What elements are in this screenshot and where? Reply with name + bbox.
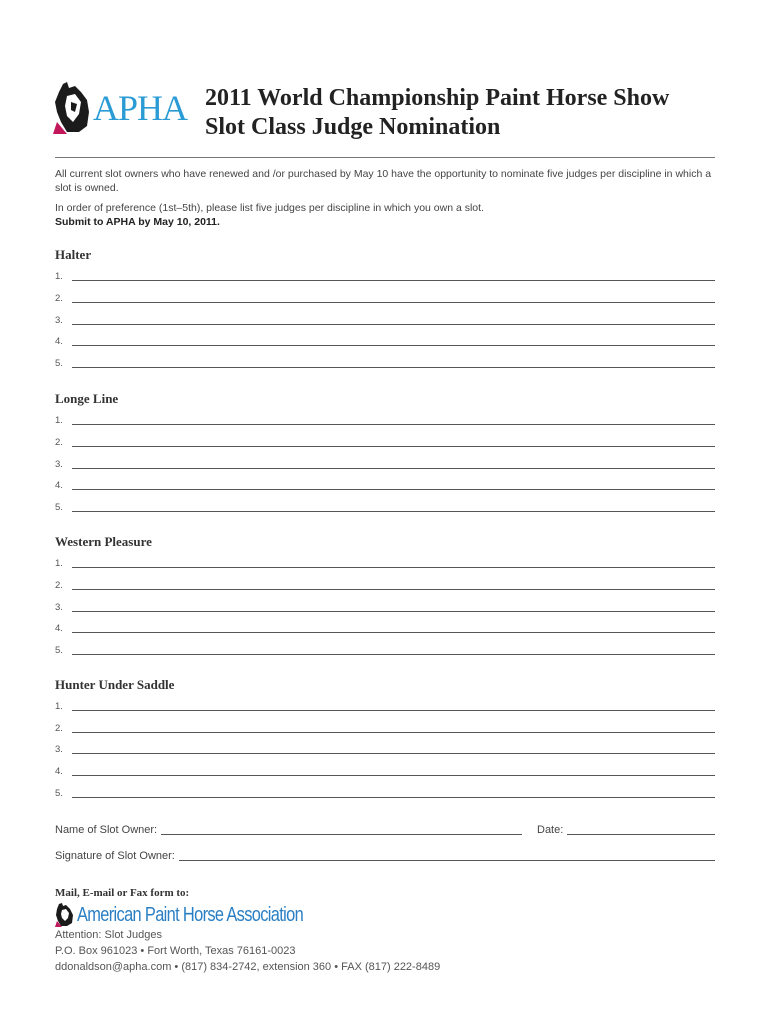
entry-line [72,367,715,368]
entry-line [72,775,715,776]
halter-entry-5[interactable] [55,357,715,369]
logo-wordmark: APHA [93,88,188,128]
entry-line [72,654,715,655]
date-label: Date: [537,824,564,836]
entry-number: 1. [55,271,63,282]
entry-line [72,468,715,469]
apha-logo [53,82,188,134]
hunter-entry-2[interactable] [55,722,715,734]
entry-line [72,489,715,490]
entry-number: 5. [55,502,63,513]
association-logo [55,902,315,928]
halter-entry-3[interactable] [55,314,715,326]
date-field[interactable] [567,834,715,835]
entry-line [72,611,715,612]
entry-number: 3. [55,459,63,470]
contact-line: ddonaldson@apha.com • (817) 834-2742, extension 360 • FAX (817) 222-8489 [55,961,441,973]
submit-deadline: Submit to APHA by May 10, 2011. [55,216,220,228]
signature-field[interactable] [179,860,715,861]
entry-number: 4. [55,623,63,634]
signature-row [55,848,715,862]
page-title [205,84,669,142]
horse-head-icon [55,903,75,927]
entry-line [72,446,715,447]
mailing-address [55,927,440,975]
slot-owner-name-field[interactable] [161,834,522,835]
longe-line-entry-5[interactable] [55,501,715,513]
entry-line [72,710,715,711]
intro-paragraph-2: In order of preference (1st–5th), please list five judges per discipline in which you own a slot. [55,202,484,214]
entry-line [72,302,715,303]
horse-head-icon [53,82,93,134]
longe-line-entry-4[interactable] [55,479,715,491]
hunter-entry-3[interactable] [55,743,715,755]
western-pleasure-entry-4[interactable] [55,622,715,634]
section-title-halter: Halter [55,247,92,262]
entry-number: 2. [55,437,63,448]
hunter-entry-4[interactable] [55,765,715,777]
entry-line [72,280,715,281]
entry-number: 3. [55,744,63,755]
longe-line-entry-1[interactable] [55,414,715,426]
longe-line-entry-3[interactable] [55,458,715,470]
slot-owner-name-row [55,822,715,836]
entry-line [72,732,715,733]
entry-line [72,424,715,425]
header-divider [55,157,715,158]
entry-number: 5. [55,788,63,799]
section-title-hunter-under-saddle: Hunter Under Saddle [55,677,175,692]
western-pleasure-entry-2[interactable] [55,579,715,591]
attention-line: Attention: Slot Judges [55,929,163,941]
entry-line [72,589,715,590]
longe-line-entry-2[interactable] [55,436,715,448]
entry-line [72,324,715,325]
halter-entry-4[interactable] [55,335,715,347]
entry-number: 4. [55,336,63,347]
entry-number: 4. [55,480,63,491]
entry-line [72,797,715,798]
entry-number: 2. [55,293,63,304]
entry-line [72,511,715,512]
title-line-1: 2011 World Championship Paint Horse Show [205,85,670,111]
intro-text [55,167,715,229]
halter-entry-2[interactable] [55,292,715,304]
entry-line [72,345,715,346]
entry-number: 3. [55,602,63,613]
halter-entry-1[interactable] [55,270,715,282]
association-name: American Paint Horse Association [77,904,304,926]
entry-number: 2. [55,723,63,734]
entry-number: 5. [55,645,63,656]
entry-number: 4. [55,766,63,777]
entry-number: 5. [55,358,63,369]
western-pleasure-entry-1[interactable] [55,557,715,569]
slot-owner-name-label: Name of Slot Owner: [55,824,158,836]
western-pleasure-entry-5[interactable] [55,644,715,656]
hunter-entry-5[interactable] [55,787,715,799]
entry-number: 2. [55,580,63,591]
hunter-entry-1[interactable] [55,700,715,712]
signature-label: Signature of Slot Owner: [55,850,175,862]
section-title-longe-line: Longe Line [55,391,119,406]
address-line: P.O. Box 961023 • Fort Worth, Texas 76161-0023 [55,945,296,957]
western-pleasure-entry-3[interactable] [55,601,715,613]
entry-number: 1. [55,558,63,569]
entry-line [72,632,715,633]
section-title-western-pleasure: Western Pleasure [55,534,152,549]
entry-number: 3. [55,315,63,326]
entry-number: 1. [55,415,63,426]
mail-instructions-title: Mail, E-mail or Fax form to: [55,887,190,899]
entry-number: 1. [55,701,63,712]
intro-paragraph-1: All current slot owners who have renewed and /or purchased by May 10 have the opportunity to nominate five judges per discipline in which a slot is owned. [55,168,712,194]
entry-line [72,753,715,754]
entry-line [72,567,715,568]
title-line-2: Slot Class Judge Nomination [205,114,501,140]
